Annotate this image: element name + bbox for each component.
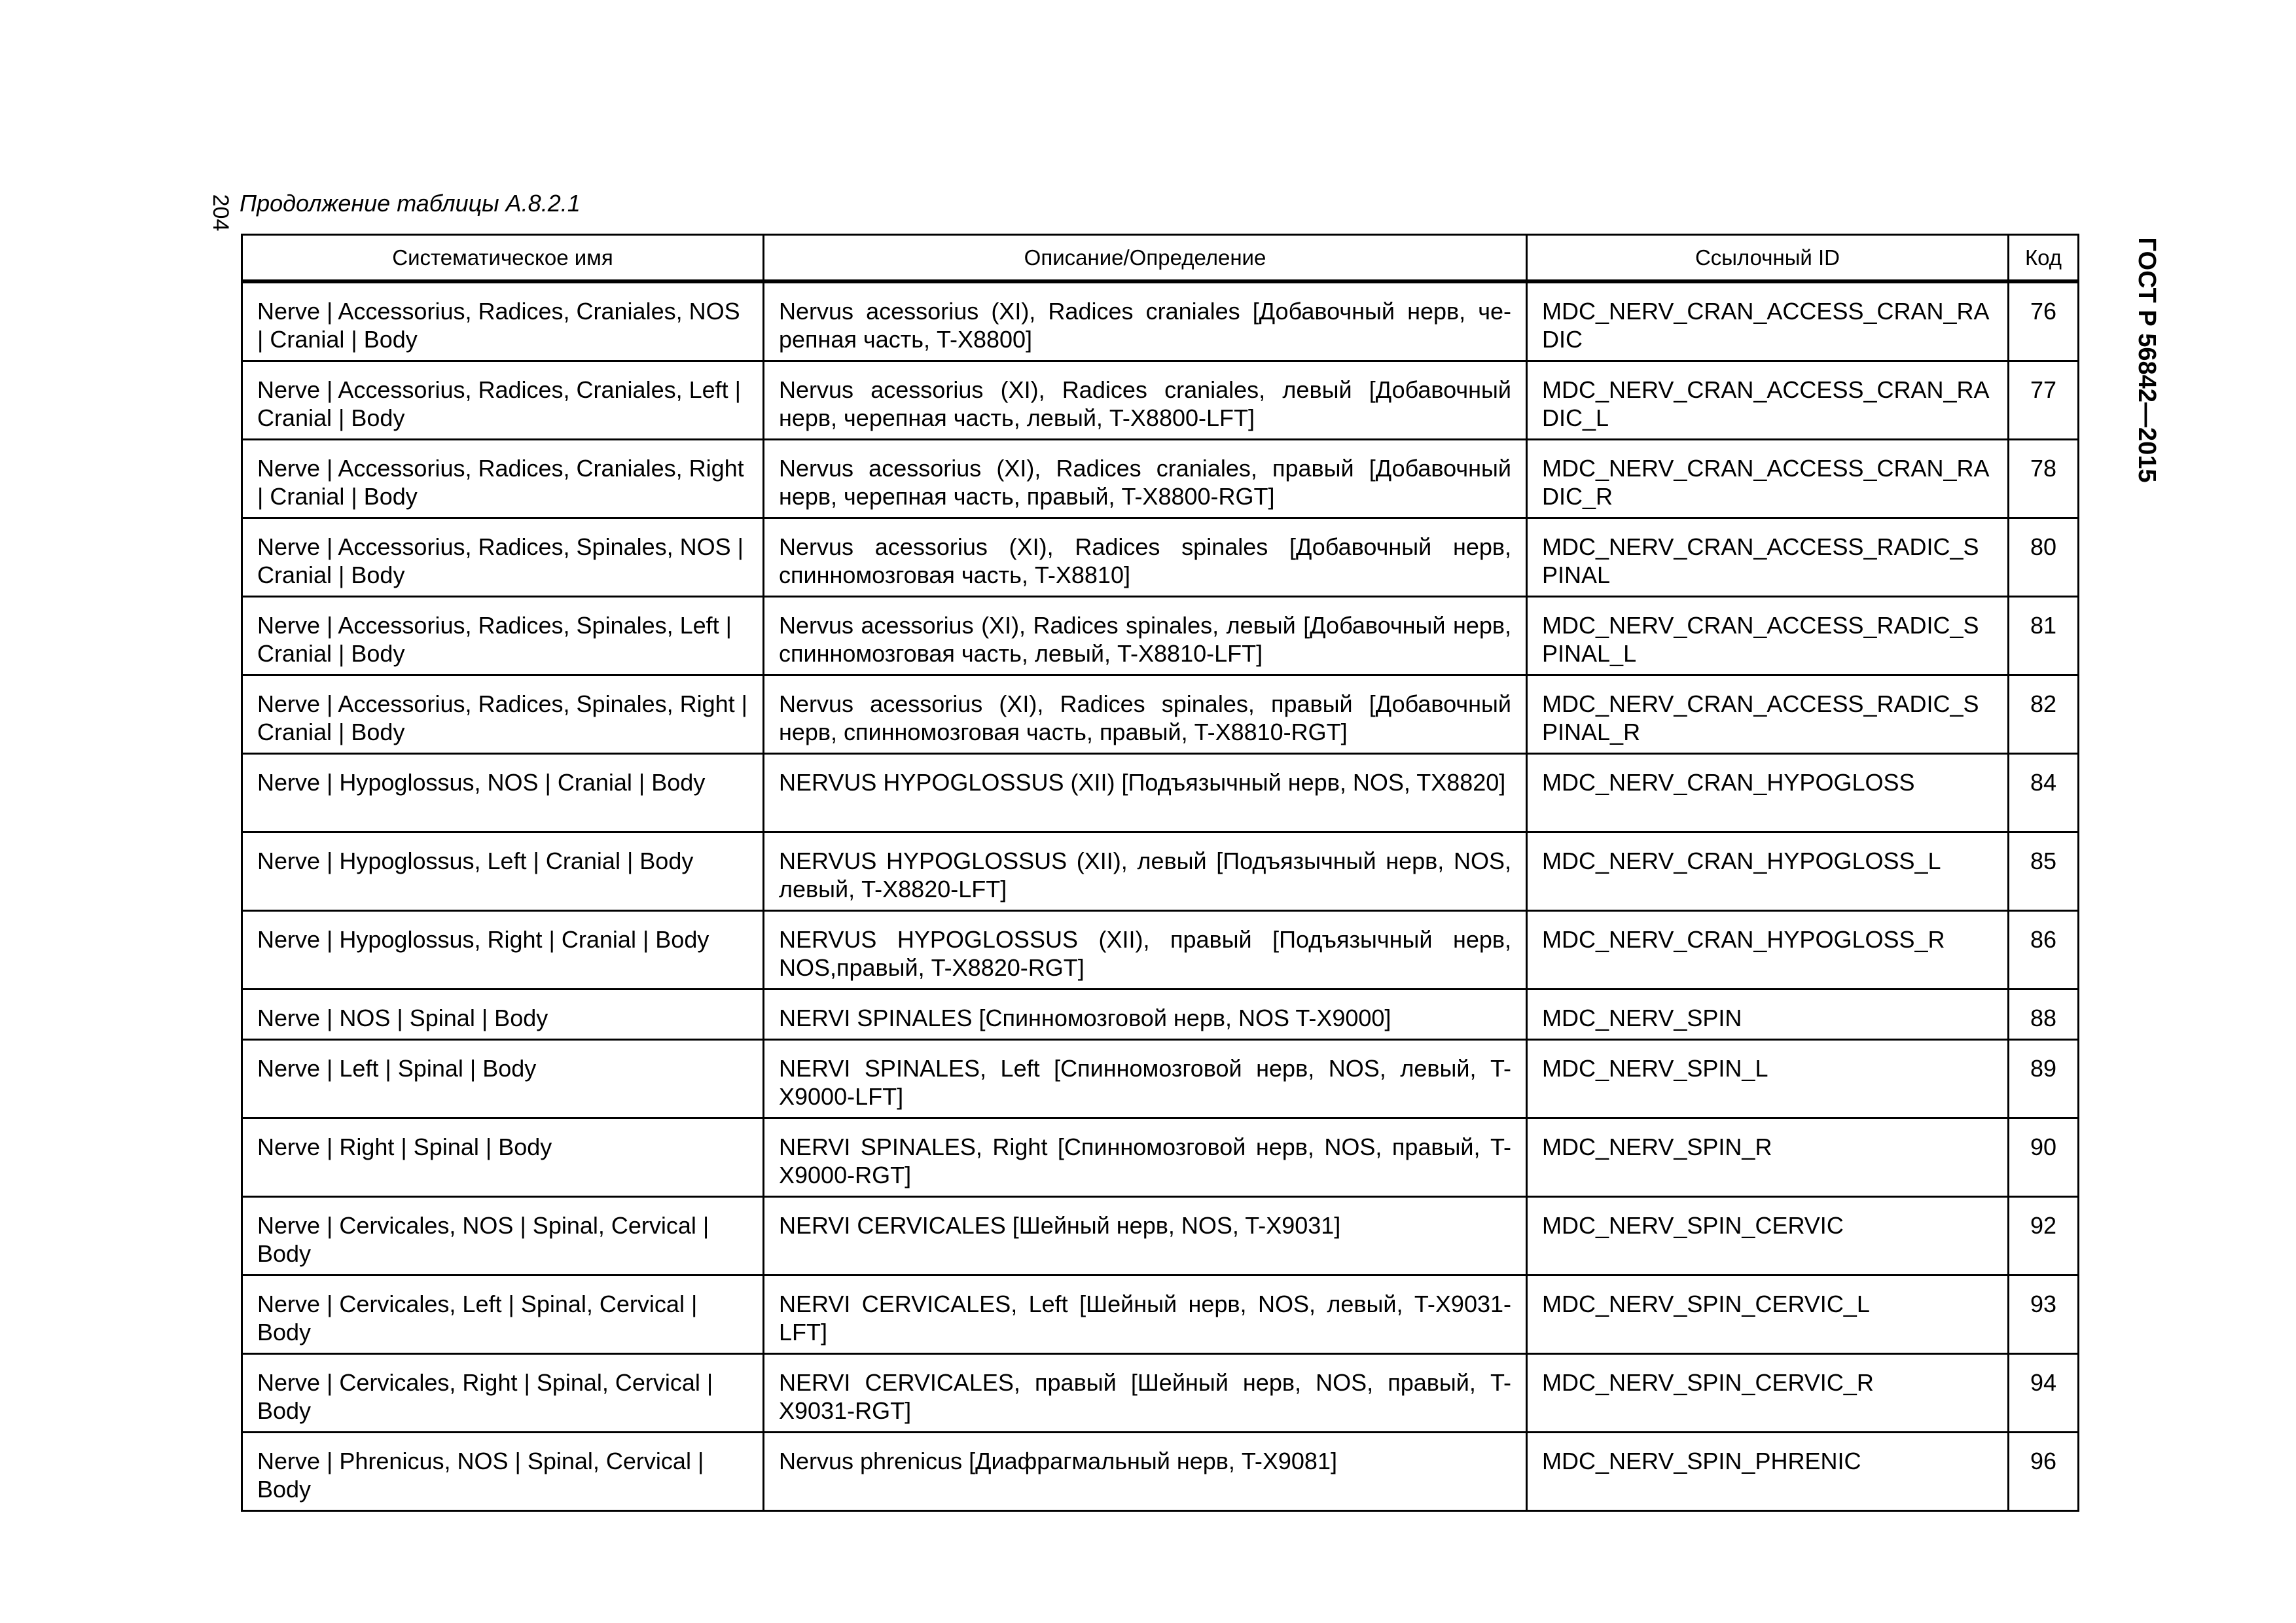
cell-systematic-name: Nerve | Accessorius, Radices, Craniales, Left | Cranial | Body — [242, 361, 764, 440]
cell-systematic-name: Nerve | Accessorius, Radices, Spinales, Left | Cranial | Body — [242, 597, 764, 675]
cell-reference-id: MDC_NERV_SPIN_R — [1527, 1118, 2009, 1197]
table-row — [242, 361, 2079, 440]
cell-description: Nervus acessorius (XI), Radices spinales, левый [Добавочный нерв, спинномозговая часть, левый, T-X8810-LFT] — [764, 597, 1527, 675]
table-header-row — [242, 235, 2079, 282]
cell-reference-id: MDC_NERV_CRAN_ACCESS_CRAN_RADIC — [1527, 281, 2009, 361]
table-row — [242, 440, 2079, 518]
cell-systematic-name: Nerve | Accessorius, Radices, Spinales, NOS | Cranial | Body — [242, 518, 764, 597]
table-row — [242, 1118, 2079, 1197]
nerve-terms-table — [241, 234, 2079, 1512]
cell-code: 93 — [2009, 1275, 2079, 1354]
cell-systematic-name: Nerve | Hypoglossus, Right | Cranial | Body — [242, 911, 764, 990]
table-row — [242, 754, 2079, 832]
table-row — [242, 832, 2079, 911]
cell-code: 88 — [2009, 990, 2079, 1040]
cell-reference-id: MDC_NERV_CRAN_ACCESS_CRAN_RADIC_L — [1527, 361, 2009, 440]
cell-description: NERVUS HYPOGLOSSUS (XII) [Подъязычный нерв, NOS, TX8820] — [764, 754, 1527, 832]
header-systematic-name: Систематическое имя — [242, 235, 764, 282]
cell-reference-id: MDC_NERV_CRAN_HYPOGLOSS — [1527, 754, 2009, 832]
cell-code: 94 — [2009, 1354, 2079, 1433]
cell-reference-id: MDC_NERV_SPIN — [1527, 990, 2009, 1040]
cell-code: 90 — [2009, 1118, 2079, 1197]
cell-reference-id: MDC_NERV_SPIN_CERVIC — [1527, 1197, 2009, 1275]
table-row — [242, 281, 2079, 361]
cell-code: 89 — [2009, 1040, 2079, 1118]
cell-code: 92 — [2009, 1197, 2079, 1275]
cell-description: NERVI CERVICALES, Left [Шейный нерв, NOS, левый, T-X9031-LFT] — [764, 1275, 1527, 1354]
standard-designation: ГОСТ Р 56842—2015 — [2133, 237, 2161, 483]
header-code: Код — [2009, 235, 2079, 282]
cell-description: Nervus acessorius (XI), Radices craniales, правый [Добавочный нерв, черепная часть, правый, T-X8800-RGT] — [764, 440, 1527, 518]
table-row — [242, 518, 2079, 597]
cell-systematic-name: Nerve | Cervicales, NOS | Spinal, Cervical | Body — [242, 1197, 764, 1275]
cell-systematic-name: Nerve | Cervicales, Left | Spinal, Cervical | Body — [242, 1275, 764, 1354]
cell-code: 78 — [2009, 440, 2079, 518]
cell-reference-id: MDC_NERV_CRAN_ACCESS_RADIC_SPINAL — [1527, 518, 2009, 597]
header-description: Описание/Определение — [764, 235, 1527, 282]
cell-systematic-name: Nerve | Accessorius, Radices, Spinales, Right | Cranial | Body — [242, 675, 764, 754]
header-reference-id: Ссылочный ID — [1527, 235, 2009, 282]
cell-systematic-name: Nerve | Accessorius, Radices, Craniales, NOS | Cranial | Body — [242, 281, 764, 361]
cell-reference-id: MDC_NERV_SPIN_L — [1527, 1040, 2009, 1118]
table-row — [242, 1040, 2079, 1118]
cell-code: 80 — [2009, 518, 2079, 597]
table-row — [242, 1275, 2079, 1354]
cell-code: 84 — [2009, 754, 2079, 832]
table-caption: Продолжение таблицы А.8.2.1 — [240, 190, 581, 217]
cell-description: NERVI CERVICALES [Шейный нерв, NOS, T-X9031] — [764, 1197, 1527, 1275]
page-number: 204 — [208, 194, 233, 232]
cell-description: NERVI CERVICALES, правый [Шейный нерв, NOS, правый, T-X9031-RGT] — [764, 1354, 1527, 1433]
cell-code: 76 — [2009, 281, 2079, 361]
table-row — [242, 990, 2079, 1040]
cell-reference-id: MDC_NERV_CRAN_ACCESS_CRAN_RADIC_R — [1527, 440, 2009, 518]
table-row — [242, 911, 2079, 990]
cell-code: 81 — [2009, 597, 2079, 675]
cell-description: Nervus acessorius (XI), Radices spinales [Добавочный нерв, спинномозговая часть, T-X8810] — [764, 518, 1527, 597]
cell-reference-id: MDC_NERV_SPIN_PHRENIC — [1527, 1433, 2009, 1511]
cell-reference-id: MDC_NERV_CRAN_HYPOGLOSS_L — [1527, 832, 2009, 911]
cell-systematic-name: Nerve | Accessorius, Radices, Craniales, Right | Cranial | Body — [242, 440, 764, 518]
cell-systematic-name: Nerve | Phrenicus, NOS | Spinal, Cervical | Body — [242, 1433, 764, 1511]
cell-systematic-name: Nerve | Cervicales, Right | Spinal, Cervical | Body — [242, 1354, 764, 1433]
cell-description: NERVI SPINALES, Left [Спинномозговой нерв, NOS, левый, T-X9000-LFT] — [764, 1040, 1527, 1118]
cell-code: 96 — [2009, 1433, 2079, 1511]
cell-description: Nervus acessorius (XI), Radices spinales, правый [Добавочный нерв, спинномозговая часть, правый, T-X8810-RGT] — [764, 675, 1527, 754]
cell-reference-id: MDC_NERV_CRAN_ACCESS_RADIC_SPINAL_R — [1527, 675, 2009, 754]
table-body — [242, 281, 2079, 1511]
cell-systematic-name: Nerve | Right | Spinal | Body — [242, 1118, 764, 1197]
cell-description: NERVI SPINALES [Спинномозговой нерв, NOS T-X9000] — [764, 990, 1527, 1040]
table-row — [242, 675, 2079, 754]
cell-code: 86 — [2009, 911, 2079, 990]
cell-systematic-name: Nerve | Hypoglossus, Left | Cranial | Body — [242, 832, 764, 911]
cell-reference-id: MDC_NERV_CRAN_ACCESS_RADIC_SPINAL_L — [1527, 597, 2009, 675]
cell-reference-id: MDC_NERV_SPIN_CERVIC_L — [1527, 1275, 2009, 1354]
cell-description: Nervus phrenicus [Диафрагмальный нерв, T-X9081] — [764, 1433, 1527, 1511]
cell-description: Nervus acessorius (XI), Radices craniales [Добавочный нерв, че-репная часть, T-X8800] — [764, 281, 1527, 361]
cell-description: Nervus acessorius (XI), Radices craniales, левый [Добавочный нерв, черепная часть, левый, T-X8800-LFT] — [764, 361, 1527, 440]
cell-reference-id: MDC_NERV_SPIN_CERVIC_R — [1527, 1354, 2009, 1433]
table-row — [242, 1354, 2079, 1433]
cell-description: NERVUS HYPOGLOSSUS (XII), левый [Подъязычный нерв, NOS, левый, T-X8820-LFT] — [764, 832, 1527, 911]
table-row — [242, 1197, 2079, 1275]
cell-systematic-name: Nerve | NOS | Spinal | Body — [242, 990, 764, 1040]
cell-code: 82 — [2009, 675, 2079, 754]
table-row — [242, 1433, 2079, 1511]
cell-code: 85 — [2009, 832, 2079, 911]
cell-reference-id: MDC_NERV_CRAN_HYPOGLOSS_R — [1527, 911, 2009, 990]
cell-description: NERVI SPINALES, Right [Спинномозговой нерв, NOS, правый, T-X9000-RGT] — [764, 1118, 1527, 1197]
cell-description: NERVUS HYPOGLOSSUS (XII), правый [Подъязычный нерв, NOS,правый, T-X8820-RGT] — [764, 911, 1527, 990]
cell-code: 77 — [2009, 361, 2079, 440]
cell-systematic-name: Nerve | Left | Spinal | Body — [242, 1040, 764, 1118]
cell-systematic-name: Nerve | Hypoglossus, NOS | Cranial | Body — [242, 754, 764, 832]
table-row — [242, 597, 2079, 675]
